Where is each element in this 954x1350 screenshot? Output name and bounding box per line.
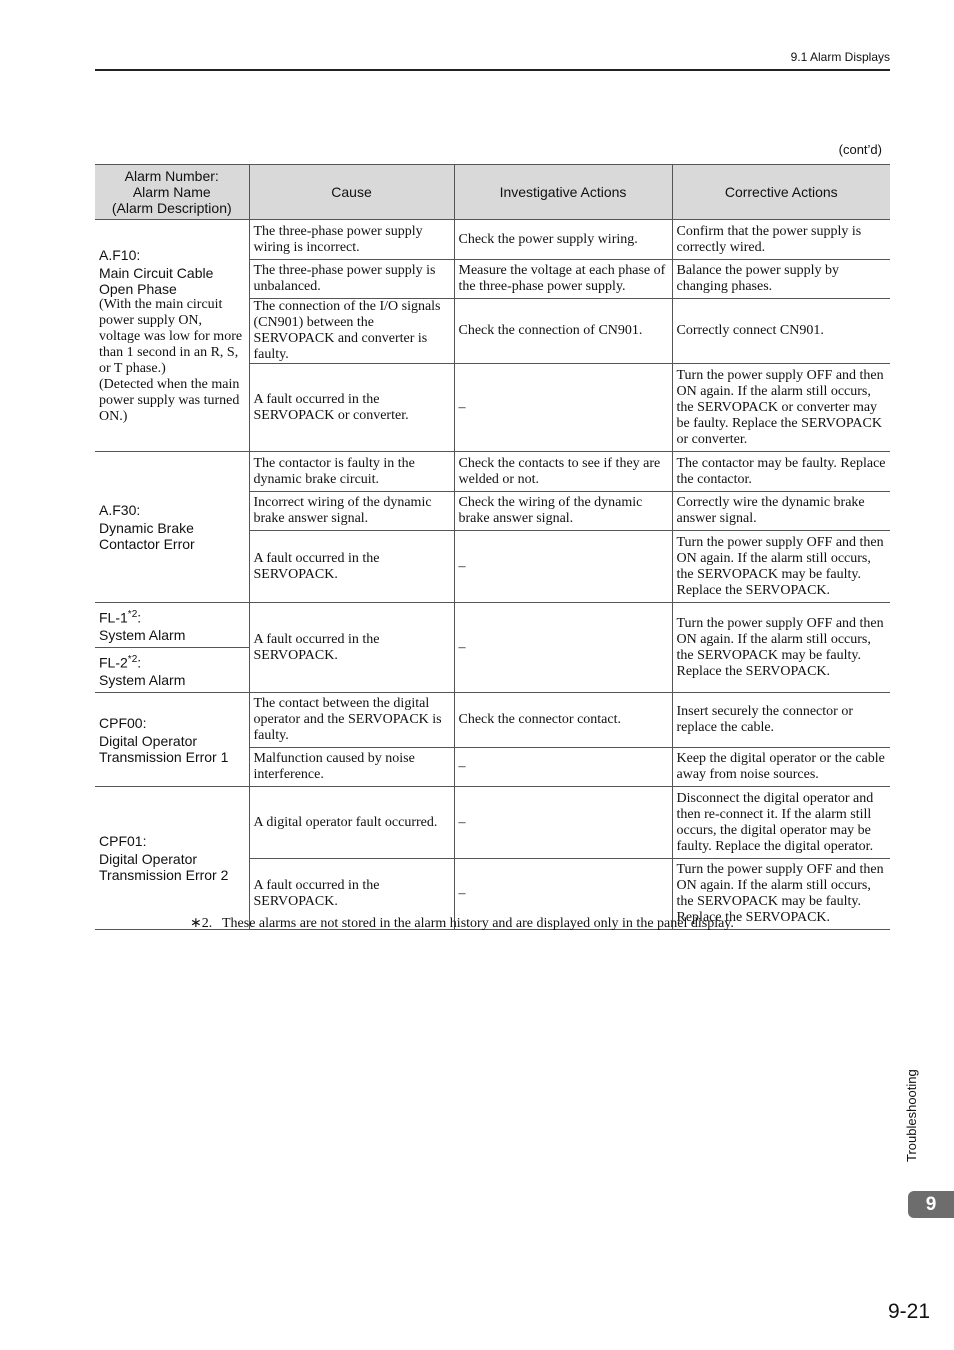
investigate-cell: – (454, 748, 672, 787)
table-row (95, 452, 890, 492)
investigate-cell: Check the power supply wiring. (454, 220, 672, 260)
table-row (95, 220, 890, 260)
investigate-cell: – (454, 364, 672, 452)
cause-cell: A fault occurred in the SERVOPACK or converter. (249, 364, 454, 452)
investigate-cell: Check the wiring of the dynamic brake answer signal. (454, 492, 672, 531)
header-investigative-actions: Investigative Actions (454, 165, 672, 220)
table-row (95, 603, 890, 648)
alarm-code: A.F30: (99, 502, 141, 518)
investigate-cell: Check the contacts to see if they are welded or not. (454, 452, 672, 492)
footnote-mark: ∗2. (190, 916, 213, 931)
correct-cell: Correctly connect CN901. (672, 299, 890, 364)
alarm-cell-cpf00 (95, 693, 249, 787)
footnote (190, 915, 734, 932)
header-alarm-number: Alarm Number: Alarm Name (Alarm Description) (95, 165, 249, 220)
correct-cell: Turn the power supply OFF and then ON again. If the alarm still occurs, the SERVOPACK or converter may be faulty. Replace the SERVOPACK or converter. (672, 364, 890, 452)
investigate-cell: Check the connection of CN901. (454, 299, 672, 364)
investigate-cell: Measure the voltage at each phase of the three-phase power supply. (454, 260, 672, 299)
alarm-code: CPF00: (99, 714, 147, 731)
correct-cell: Correctly wire the dynamic brake answer signal. (672, 492, 890, 531)
cause-cell: The contact between the digital operator and the SERVOPACK is faulty. (249, 693, 454, 748)
alarm-name: System Alarm (99, 627, 186, 644)
investigate-cell: Check the connector contact. (454, 693, 672, 748)
alarm-table (95, 164, 890, 930)
cause-cell: The three-phase power supply wiring is incorrect. (249, 220, 454, 260)
alarm-cell-af10 (95, 220, 249, 452)
header-cause: Cause (249, 165, 454, 220)
alarm-name: Main Circuit Cable Open Phase (99, 264, 214, 297)
alarm-code: CPF01: (99, 833, 147, 849)
table-header-row (95, 165, 890, 220)
cause-cell: The connection of the I/O signals (CN901) between the SERVOPACK and converter is faulty. (249, 299, 454, 364)
correct-cell: Turn the power supply OFF and then ON again. If the alarm still occurs, the SERVOPACK may be faulty. Replace the SERVOPACK. (672, 859, 890, 930)
investigate-cell: – (454, 531, 672, 603)
cause-cell: Incorrect wiring of the dynamic brake answer signal. (249, 492, 454, 531)
alarm-name: Dynamic Brake Contactor Error (99, 520, 195, 552)
alarm-cell-fl1 (95, 603, 249, 648)
correct-cell: Confirm that the power supply is correctly wired. (672, 220, 890, 260)
cause-cell: A fault occurred in the SERVOPACK. (249, 859, 454, 930)
cause-cell: Malfunction caused by noise interference. (249, 748, 454, 787)
cause-cell: A fault occurred in the SERVOPACK. (249, 531, 454, 603)
header-corrective-actions: Corrective Actions (672, 165, 890, 220)
header-rule (95, 69, 890, 71)
correct-cell: Turn the power supply OFF and then ON again. If the alarm still occurs, the SERVOPACK may be faulty. Replace the SERVOPACK. (672, 531, 890, 603)
investigate-cell: – (454, 859, 672, 930)
correct-cell: Disconnect the digital operator and then re-connect it. If the alarm still occurs, the digital operator may be faulty. Replace the digital operator. (672, 787, 890, 859)
table-row (95, 693, 890, 748)
alarm-name: Digital Operator Transmission Error 1 (99, 732, 229, 765)
correct-cell: Keep the digital operator or the cable away from noise sources. (672, 748, 890, 787)
alarm-name: Digital Operator Transmission Error 2 (99, 851, 229, 883)
alarm-name: System Alarm (99, 672, 186, 689)
correct-cell: Insert securely the connector or replace the cable. (672, 693, 890, 748)
footnote-text: These alarms are not stored in the alarm history and are displayed only in the panel display. (222, 916, 734, 931)
chapter-side-label: Troubleshooting (904, 1069, 919, 1162)
alarm-cell-af30 (95, 452, 249, 603)
continued-label: (cont’d) (838, 142, 882, 157)
cause-cell: A digital operator fault occurred. (249, 787, 454, 859)
alarm-description: (Detected when the main power supply was turned ON.) (99, 376, 240, 424)
correct-cell: Turn the power supply OFF and then ON again. If the alarm still occurs, the SERVOPACK may be faulty. Replace the SERVOPACK. (672, 603, 890, 693)
correct-cell: The contactor may be faulty. Replace the contactor. (672, 452, 890, 492)
alarm-code: A.F10: (99, 246, 141, 263)
alarm-description: (With the main circuit power supply ON, voltage was low for more than 1 second in an R, S, or T phase.) (99, 296, 243, 376)
cause-cell: The contactor is faulty in the dynamic brake circuit. (249, 452, 454, 492)
investigate-cell: – (454, 787, 672, 859)
table-row (95, 787, 890, 859)
alarm-cell-cpf01 (95, 787, 249, 930)
chapter-tab: 9 (908, 1191, 954, 1218)
page-number: 9-21 (887, 1300, 930, 1323)
cause-cell: The three-phase power supply is unbalanced. (249, 260, 454, 299)
alarm-code: FL-2$^{*2}$: (99, 653, 142, 671)
correct-cell: Balance the power supply by changing phases. (672, 260, 890, 299)
section-header: 9.1 Alarm Displays (790, 50, 890, 64)
alarm-code: FL-1$^{*2}$: (99, 608, 142, 626)
investigate-cell: – (454, 603, 672, 693)
alarm-cell-fl2 (95, 648, 249, 693)
cause-cell: A fault occurred in the SERVOPACK. (249, 603, 454, 693)
